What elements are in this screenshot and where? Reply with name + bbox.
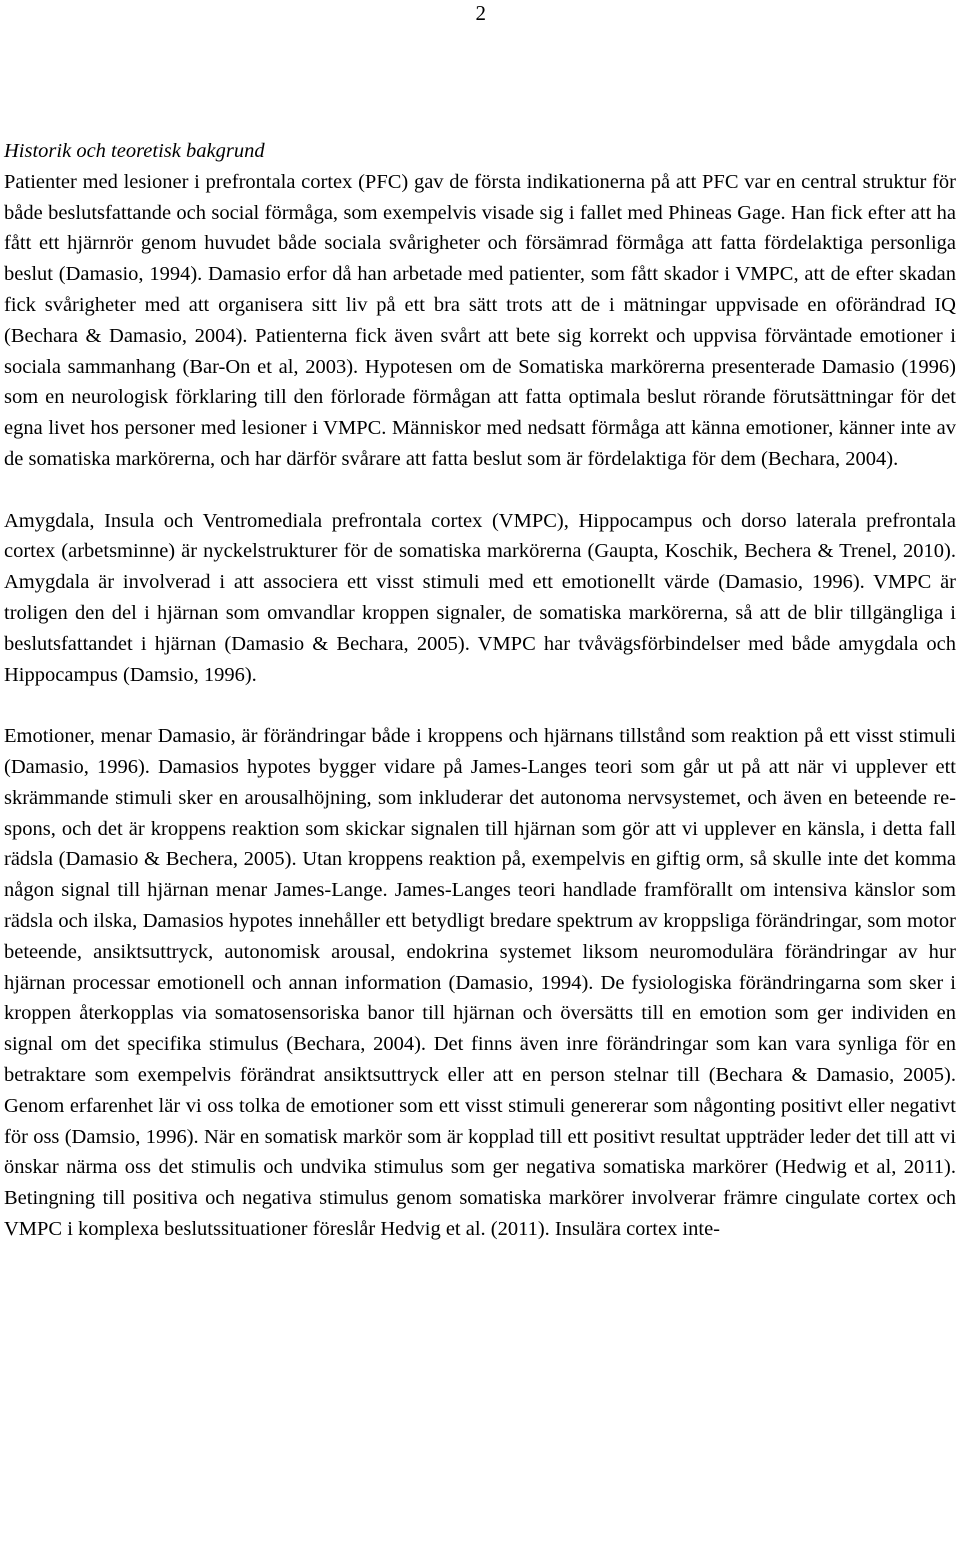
- document-body: [4, 136, 956, 1245]
- paragraph-3: Emotioner, menar Damasio, är förändringar både i kroppens och hjärnans tillstånd som reaktion på ett visst stimuli (Damasio, 1996). Damasios hypotes bygger vidare på James-Langes teori som går ut på att när vi upplever ett skrämmande stimuli sker en arousalhöjning, som inkluderar det autonoma nervsystemet, och även en beteende respons, och det är kroppens reaktion som skickar signalen till hjärnan som gör att vi upplever en känsla, i detta fall rädsla (Damasio & Bechera, 2005). Utan kroppens reaktion på, exempelvis en giftig orm, så skulle inte det komma någon signal till hjärnan menar James-Lange. James-Langes teori handlade framförallt om intensiva känslor som rädsla och ilska, Damasios hypotes innehåller ett betydligt bredare spektrum av kroppsliga förändringar, som motor beteende, ansiktsuttryck, autonomisk arousal, endokrina systemet liksom neuromodulära förändringar av hur hjärnan processar emotionell och annan information (Damasio, 1994). De fysiologiska förändringarna som sker i kroppen återkopplas via somatosensoriska banor till hjärnan och översätts till en emotion som ger individen en signal om det specifika stimulus (Bechara, 2004). Det finns även inre förändringar som kan vara synliga för en betraktare som exempelvis förändrat ansiktsuttryck eller att en person stelnar till (Bechara & Damasio, 2005). Genom erfarenhet lär vi oss tolka de emotioner som ett visst stimuli genererar som någonting positivt eller negativt för oss (Damsio, 1996). När en somatisk markör som är kopplad till ett positivt resultat uppträder leder det till att vi önskar närma oss det stimulis och undvika stimulus som ger negativa somatiska markörer (Hedwig et al, 2011). Betingning till positiva och negativa stimulus genom somatiska markörer involverar främre cingulate cortex och VMPC i komplexa beslutssituationer föreslår Hedvig et al. (2011). Insulära cortex inte-: [4, 725, 956, 1240]
- paragraph-1: Patienter med lesioner i prefrontala cortex (PFC) gav de första indikationerna på att PFC var en central struktur för både beslutsfattande och social förmåga, som exempelvis visade sig i fallet med Phineas Gage. Han fick efter att ha fått ett hjärnrör genom huvudet både sociala svårigheter och försämrad förmåga att fatta fördelaktiga personliga beslut (Damasio, 1994). Damasio erfor då han arbetade med patienter, som fått skador i VMPC, att de efter skadan fick svårigheter med att organisera sitt liv på ett bra sätt trots att de i mätningar uppvisade en oförändrad IQ (Bechara & Damasio, 2004). Patienterna fick även svårt att bete sig korrekt och uppvisa förväntade emotioner i sociala sammanhang (Bar-On et al, 2003). Hypotesen om de Somatiska markörerna presenterade Damasio (1996) som en neurologisk förklaring till den förlorade förmågan att fatta optimala beslut rörande förutsättningar för det egna livet hos personer med lesioner i VMPC. Människor med nedsatt förmåga att känna emotioner, känner inte av de somatiska markörerna, och har därför svårare att fatta beslut som är fördelaktiga för dem (Bechara, 2004).: [4, 170, 956, 470]
- paragraph-2: Amygdala, Insula och Ventromediala prefrontala cortex (VMPC), Hippocampus och dorso laterala prefrontala cortex (arbetsminne) är nyckelstrukturer för de somatiska markörerna (Gaupta, Koschik, Bechera & Trenel, 2010). Amygdala är involverad i att associera ett visst stimuli med ett emotionellt värde (Damasio, 1996). VMPC är troligen den del i hjärnan som omvandlar kroppen signaler, de somatiska markörerna, så att de blir tillgängliga i beslutsfattandet i hjärnan (Damasio & Bechara, 2005). VMPC har tvåvägsförbindelser med både amygdala och Hippocampus (Damsio, 1996).: [4, 509, 956, 686]
- page-number: 2: [475, 1, 486, 25]
- section-heading: Historik och teoretisk bakgrund: [4, 140, 265, 162]
